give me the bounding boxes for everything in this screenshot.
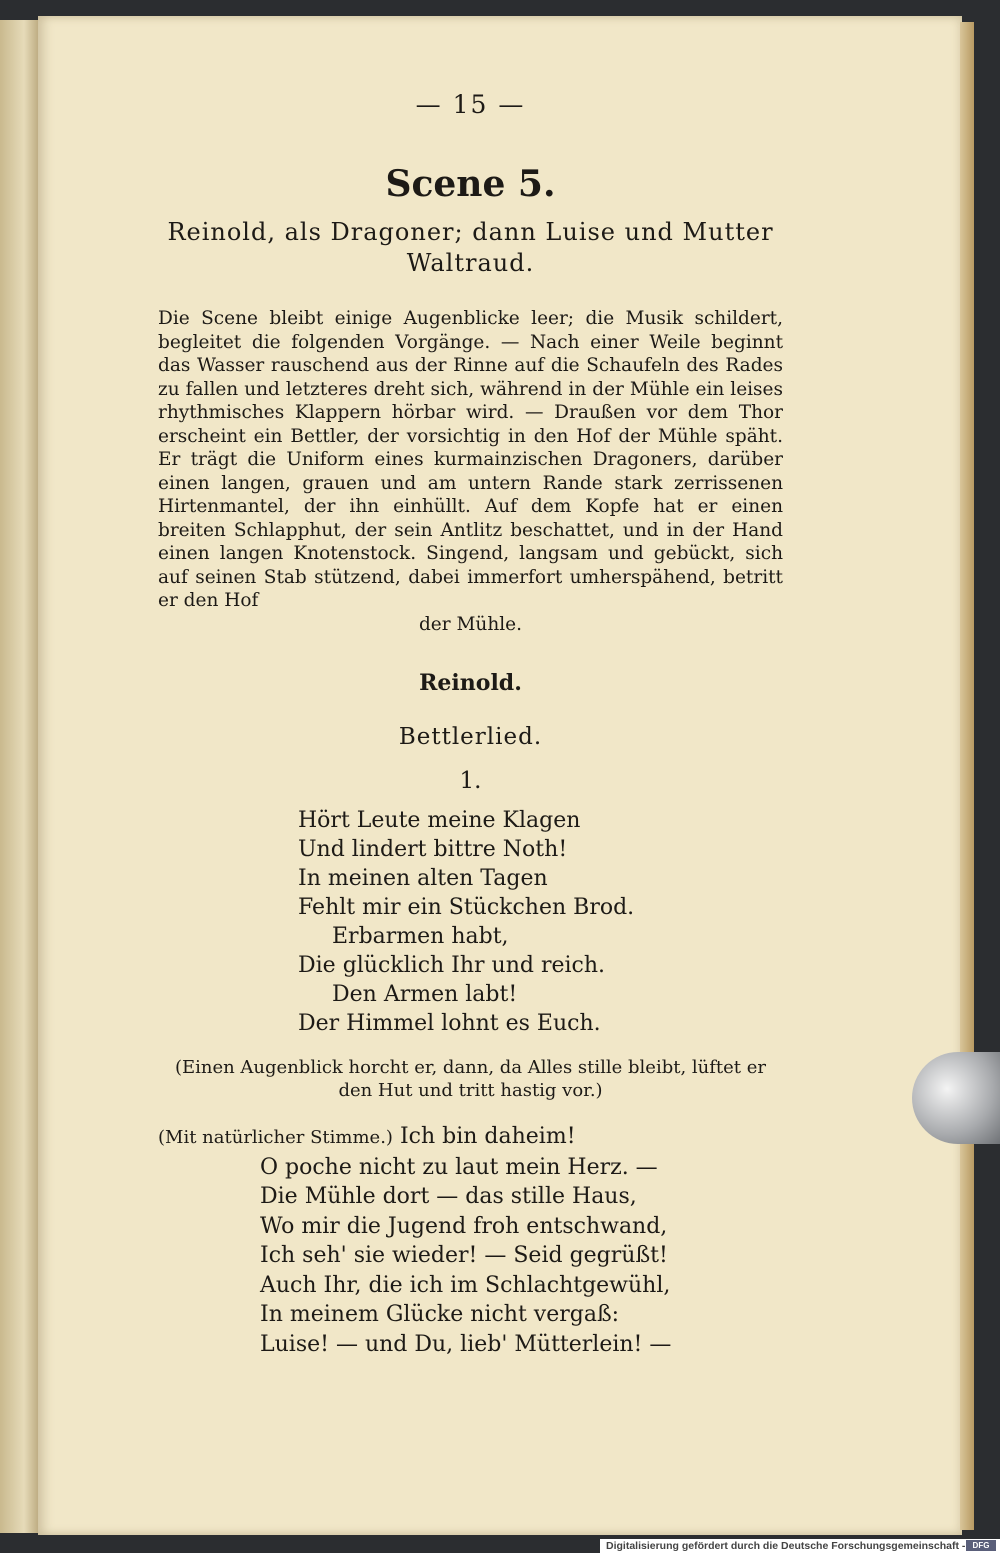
stanza-number: 1. <box>459 768 482 794</box>
spoken-first-text: Ich bin daheim! <box>399 1124 576 1149</box>
spoken-verse <box>158 1122 783 1359</box>
cast-list <box>158 217 783 279</box>
spoken-line: Auch Ihr, die ich im Schlachtgewühl, <box>260 1272 671 1298</box>
footer-credit: Digitalisierung gefördert durch die Deutsche Forschungsgemeinschaft - <box>606 1540 966 1552</box>
song-line: Fehlt mir ein Stückchen Brod. <box>298 895 635 920</box>
page-content <box>158 90 783 1359</box>
page-stack-edge <box>960 22 974 1530</box>
stage-note <box>158 1056 783 1102</box>
song-line: In meinen alten Tagen <box>298 866 548 891</box>
spoken-first-line <box>158 1122 783 1153</box>
spoken-lines <box>260 1153 783 1360</box>
scene-title: Scene 5. <box>385 163 556 205</box>
spoken-line: Wo mir die Jugend froh entschwand, <box>260 1213 668 1239</box>
stage-direction-end: der Mühle. <box>418 613 523 635</box>
song-line: Hört Leute meine Klagen <box>298 808 581 833</box>
dfg-logo-icon: DFG <box>966 1540 996 1551</box>
spoken-line: O poche nicht zu laut mein Herz. — <box>260 1154 658 1180</box>
song-line: Die glücklich Ihr und reich. <box>298 953 606 978</box>
song-line: Und lindert bittre Noth! <box>298 837 568 862</box>
song-line: Erbarmen habt, <box>332 924 509 949</box>
scanner-clip <box>912 1052 1000 1144</box>
stage-direction: Die Scene bleibt einige Augenblicke leer; die Musik schildert, begleitet die folgenden Vorgänge. — Nach einer Weile beginnt das Wasser rauschend aus der Rinne auf die Schaufeln des Rades zu fallen und letzteres dreht sich, während in der Mühle ein leises rhythmisches Klappern hörbar wird. — Draußen vor dem Thor erscheint ein Bettler, der vorsichtig in den Hof der Mühle späht. Er trägt die Uniform eines kurmainzischen Dragoners, darüber einen langen, grauen und am untern Rande stark zerrissenen Hirtenmantel, der ihn einhüllt. Auf dem Kopfe hat er einen breiten Schlapphut, der sein Antlitz beschattet, und in der Hand einen langen Knotenstock. Singend, langsam und gebückt, sich auf seinen Stab stützend, dabei immerfort umherspähend, betritt er den Hof <box>158 308 783 611</box>
song-line: Den Armen labt! <box>332 982 518 1007</box>
cast-line: Reinold, als Dragoner; dann Luise und Mutter <box>167 218 774 246</box>
spoken-line: In meinem Glücke nicht vergaß: <box>260 1302 620 1327</box>
song-verse <box>298 806 783 1038</box>
song-line: Der Himmel lohnt es Euch. <box>298 1011 601 1036</box>
spoken-prefix: (Mit natürlicher Stimme.) <box>158 1127 393 1148</box>
stage-note-line: (Einen Augenblick horcht er, dann, da Alles stille bleibt, lüftet er <box>174 1057 767 1078</box>
spoken-line: Die Mühle dort — das stille Haus, <box>260 1184 637 1209</box>
song-title: Bettlerlied. <box>398 724 543 750</box>
spoken-line: Ich seh' sie wieder! — Seid gegrüßt! <box>260 1243 668 1268</box>
previous-page-edge <box>0 20 40 1533</box>
stage-note-line: den Hut und tritt hastig vor.) <box>338 1080 603 1101</box>
spoken-line: Luise! — und Du, lieb' Mütterlein! — <box>260 1331 672 1357</box>
page-number: — 15 — <box>415 90 526 119</box>
speaker-name: Reinold. <box>419 670 522 696</box>
cast-line: Waltraud. <box>406 249 535 277</box>
